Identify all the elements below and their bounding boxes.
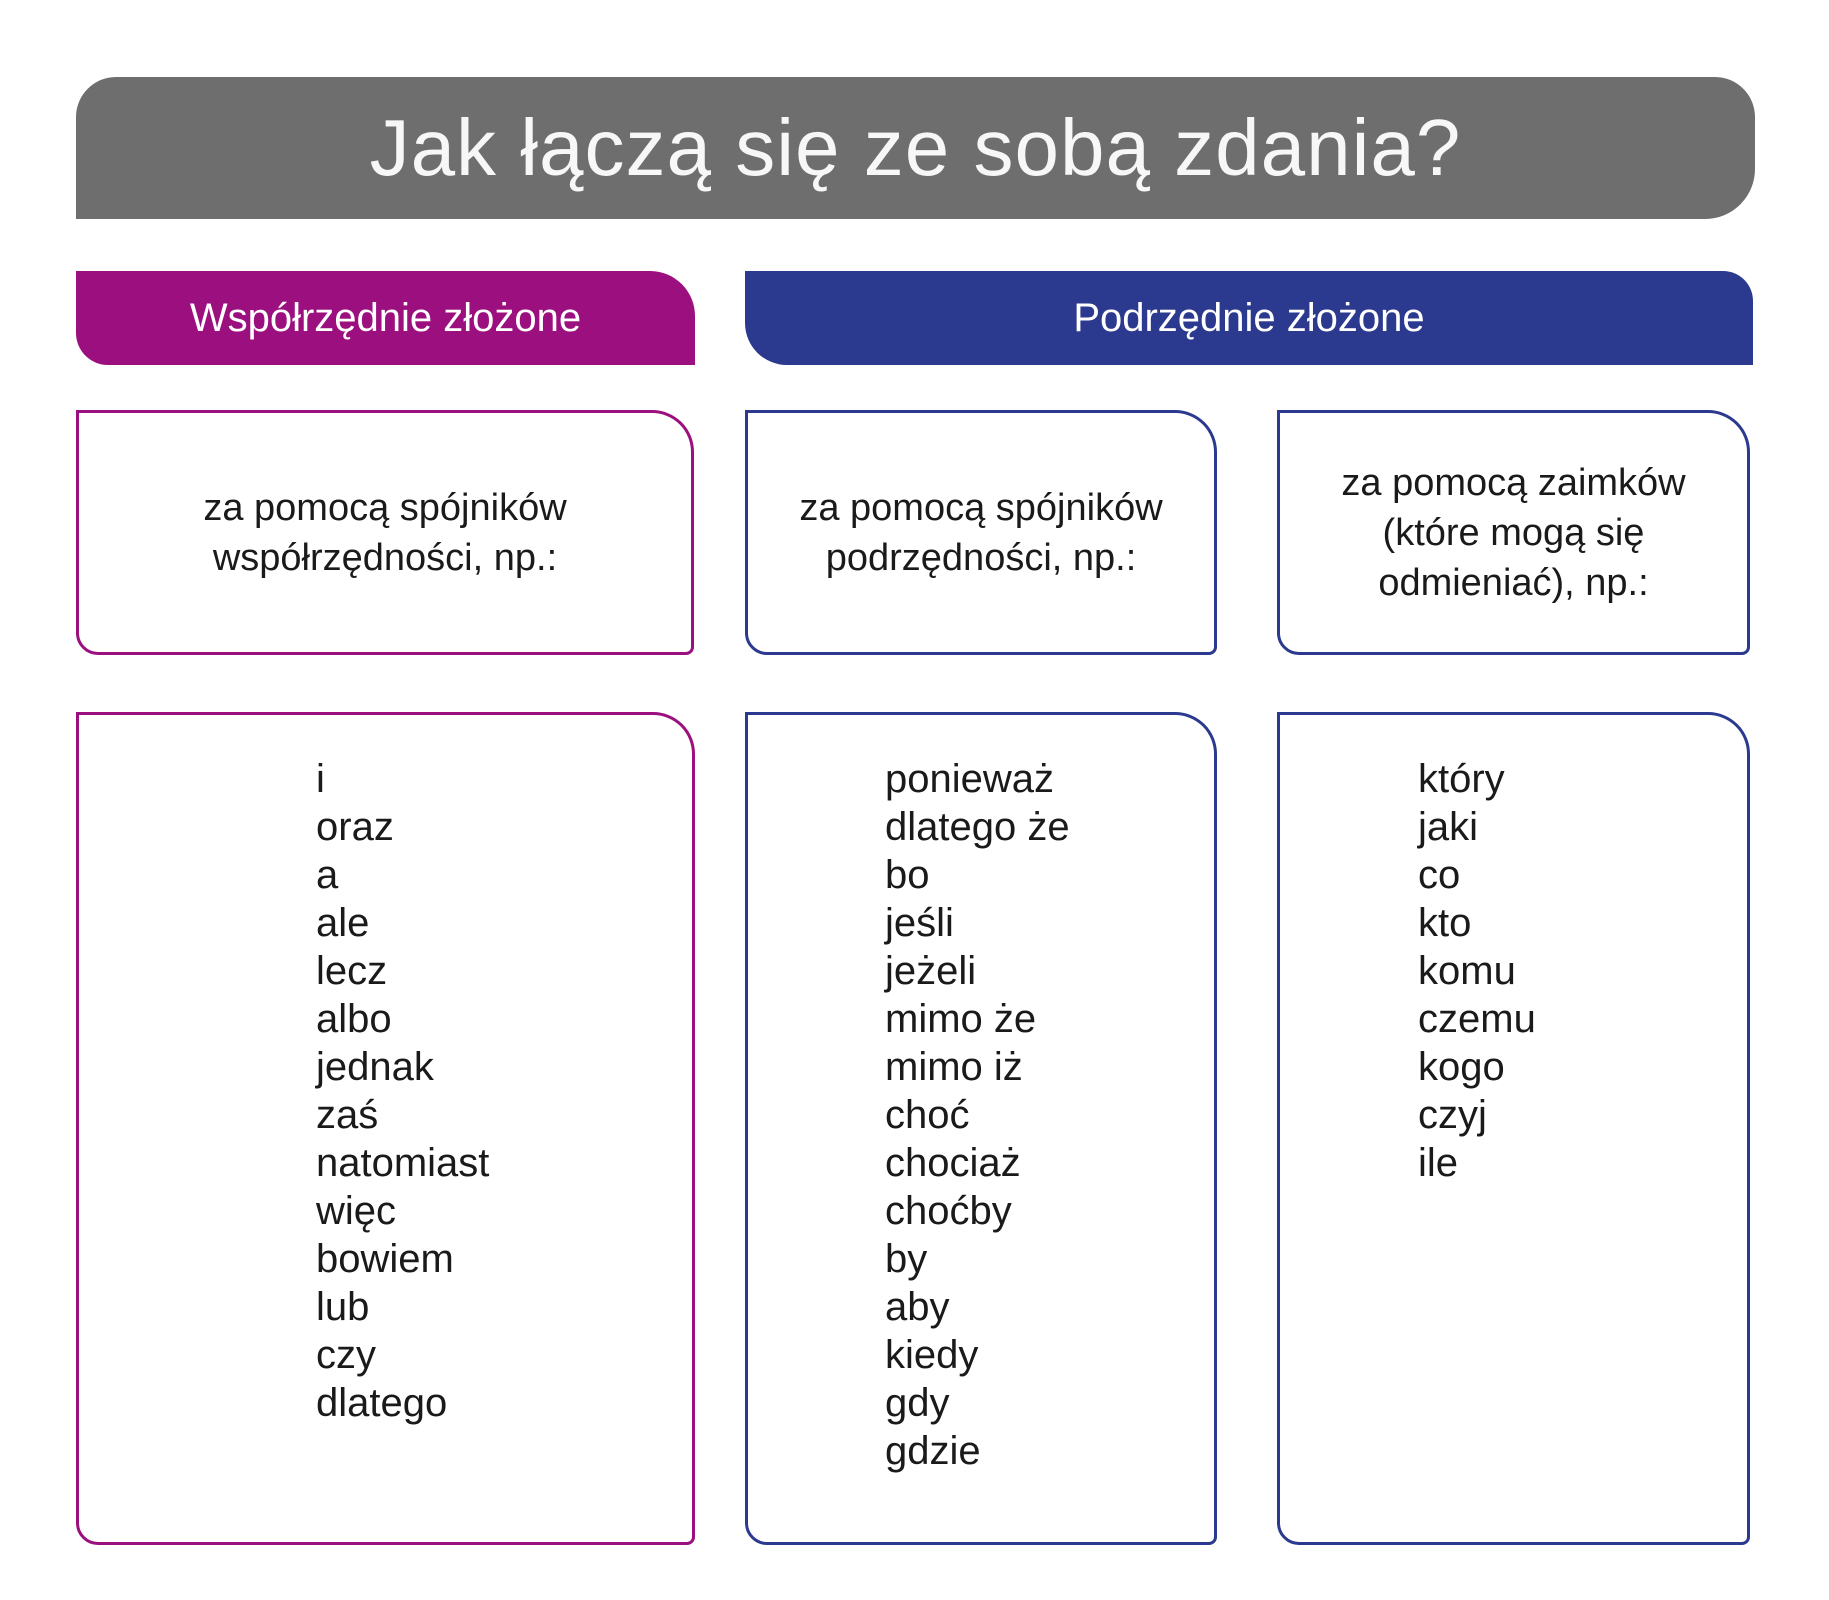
list-item: dlatego że <box>885 805 1070 849</box>
header-wspolrzednie-zlozone: Współrzędnie złożone <box>76 271 695 365</box>
list-item: choćby <box>885 1189 1012 1233</box>
list-item: gdzie <box>885 1429 981 1473</box>
list-item: gdy <box>885 1381 950 1425</box>
list-item: jeśli <box>885 901 954 945</box>
list-item: więc <box>316 1189 397 1233</box>
list-item: aby <box>885 1285 950 1329</box>
list-item: który <box>1418 757 1505 801</box>
list-item: dlatego <box>316 1381 448 1425</box>
description-box-coordinate-conjunctions <box>76 410 694 655</box>
subordinate-pronoun-list <box>1280 715 1747 1197</box>
list-item: albo <box>316 997 392 1041</box>
list-item: kto <box>1418 901 1472 945</box>
list-item: czy <box>316 1333 376 1377</box>
list-item: bo <box>885 853 930 897</box>
header-podrzednie-zlozone: Podrzędnie złożone <box>745 271 1753 365</box>
list-item: czemu <box>1418 997 1536 1041</box>
list-box-coordinate-conjunctions <box>76 712 695 1545</box>
list-item: kiedy <box>885 1333 979 1377</box>
list-item: podrzędności, np.: <box>825 536 1137 579</box>
title-bar <box>76 77 1755 219</box>
list-item: lecz <box>316 949 388 993</box>
description-text <box>1341 458 1685 608</box>
list-item: ale <box>316 901 370 945</box>
list-item: oraz <box>316 805 394 849</box>
description-box-subordinate-pronouns <box>1277 410 1750 655</box>
list-item: jednak <box>316 1045 434 1089</box>
list-item: chociaż <box>885 1141 1021 1185</box>
description-text <box>203 483 566 583</box>
list-item: ponieważ <box>885 757 1055 801</box>
list-item: komu <box>1418 949 1516 993</box>
subordinate-conjunction-list <box>748 715 1214 1485</box>
list-item: (które mogą się <box>1382 511 1645 554</box>
list-item: współrzędności, np.: <box>212 536 558 579</box>
list-item: odmieniać), np.: <box>1378 561 1649 604</box>
list-item: ile <box>1418 1141 1459 1185</box>
list-item: czyj <box>1418 1093 1487 1137</box>
list-item: za pomocą zaimków <box>1341 461 1686 504</box>
page-title: Jak łączą się ze sobą zdania? <box>369 103 1462 192</box>
list-item: jeżeli <box>885 949 977 993</box>
list-item: by <box>885 1237 928 1281</box>
description-box-subordinate-conjunctions <box>745 410 1217 655</box>
list-item: natomiast <box>316 1141 490 1185</box>
list-item: za pomocą spójników <box>799 486 1163 529</box>
list-box-subordinate-pronouns <box>1277 712 1750 1545</box>
list-item: mimo że <box>885 997 1037 1041</box>
list-item: a <box>316 853 339 897</box>
coordinate-conjunction-list <box>79 715 692 1437</box>
list-item: za pomocą spójników <box>203 486 567 529</box>
list-item: lub <box>316 1285 370 1329</box>
list-item: kogo <box>1418 1045 1505 1089</box>
list-item: zaś <box>316 1093 379 1137</box>
list-item: bowiem <box>316 1237 454 1281</box>
list-item: co <box>1418 853 1461 897</box>
list-item: i <box>316 757 325 801</box>
list-item: jaki <box>1418 805 1479 849</box>
description-text <box>799 483 1162 583</box>
list-box-subordinate-conjunctions <box>745 712 1217 1545</box>
list-item: choć <box>885 1093 970 1137</box>
list-item: mimo iż <box>885 1045 1023 1089</box>
